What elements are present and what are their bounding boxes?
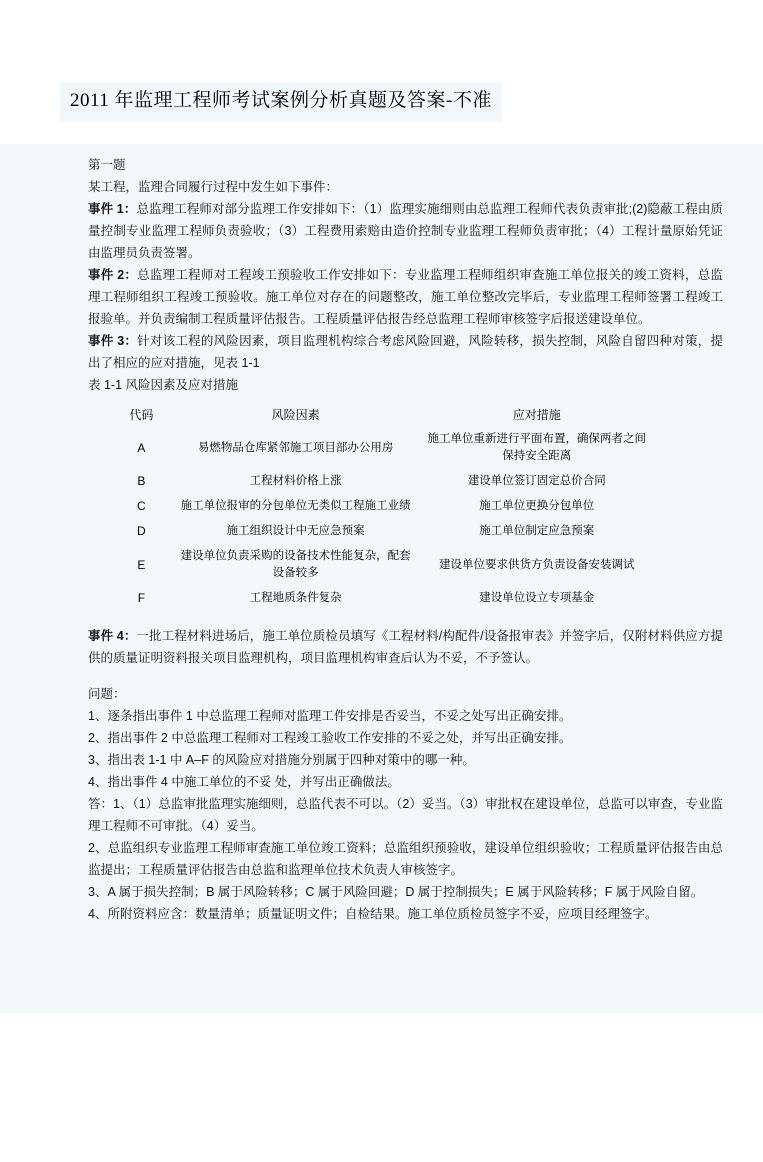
cell-factor: 建设单位负责采购的设备技术性能复杂，配套设备较多	[180, 550, 411, 579]
question-2: 2、指出事件 2 中总监理工程师对工程竣工验收工作安排的不妥之处，并写出正确安排。	[88, 731, 572, 745]
table-row	[110, 544, 655, 586]
event-3-label: 事件 3：	[88, 334, 138, 348]
table-row	[110, 427, 655, 469]
table-row	[110, 586, 655, 611]
intro-text: 某工程，监理合同履行过程中发生如下事件：	[88, 180, 339, 194]
event-1	[88, 198, 723, 264]
cell-code: D	[137, 524, 146, 538]
cell-code: F	[137, 591, 146, 605]
event-1-text: 总监理工程师对部分监理工作安排如下：（1）监理实施细则由总监理工程师代表负责审批;(2)隐蔽工程由质量控制专业监理工程师负责验收；（3）工程费用索赔由造价控制专业监理工程师负责审批；（4）工程计量原始凭证由监理员负责签署。	[88, 202, 723, 260]
table-row	[110, 469, 655, 494]
spacer	[88, 611, 723, 625]
bottom-spacer	[88, 925, 723, 995]
question-3: 3、指出表 1-1 中 A–F 的风险应对措施分别属于四种对策中的哪一种。	[88, 753, 475, 767]
cell-measure: 建设单位设立专项基金	[479, 592, 595, 604]
title-container	[0, 82, 763, 122]
table-row	[110, 494, 655, 519]
header-measure: 应对措施	[512, 408, 561, 422]
cell-code: A	[137, 440, 146, 455]
event-4	[88, 625, 723, 669]
questions-list	[88, 705, 723, 793]
cell-measure: 建设单位签订固定总价合同	[467, 475, 606, 487]
answer-4: 4、所附资料应含：数量清单；质量证明文件；自检结果。施工单位质检员签字不妥，应项目经理签字。	[88, 907, 658, 921]
event-2	[88, 264, 723, 330]
header-factor: 风险因素	[271, 408, 320, 422]
cell-code: B	[137, 474, 146, 488]
cell-factor: 易燃物品仓库紧邻施工项目部办公用房	[197, 441, 394, 454]
answer-3: 3、A 属于损失控制；B 属于风险转移；C 属于风险回避；D 属于控制损失；E 属于风险转移；F 属于风险自留。	[88, 885, 704, 899]
answers-list	[88, 793, 723, 925]
page-title: 2011 年监理工程师考试案例分析真题及答案-不准	[60, 82, 502, 122]
risk-table	[110, 402, 655, 611]
cell-factor: 工程地质条件复杂	[249, 592, 342, 604]
cell-measure: 建设单位要求供货方负责设备安装调试	[439, 558, 635, 571]
risk-table-head	[110, 402, 655, 427]
answer-2: 2、总监组织专业监理工程师审查施工单位竣工资料；总监组织预验收，建设单位组织验收；工程质量评估报告由总监提出；工程质量评估报告由总监和监理单位技术负责人审核签字。	[88, 841, 723, 877]
table-header-row	[110, 402, 655, 427]
cell-factor: 施工组织设计中无应急预案	[226, 525, 365, 537]
cell-code: E	[137, 557, 146, 572]
cell-factor: 施工单位报审的分包单位无类似工程施工业绩	[180, 500, 411, 512]
table-caption: 表 1-1 风险因素及应对措施	[88, 378, 239, 392]
risk-table-body	[110, 427, 655, 611]
question-4: 4、指出事件 4 中施工单位的不妥 处，并写出正确做法。	[88, 775, 400, 789]
cell-measure: 施工单位重新进行平面布置，确保两者之间保持安全距离	[427, 433, 646, 462]
document-page	[0, 82, 763, 1162]
cell-factor: 工程材料价格上涨	[249, 475, 342, 487]
event-4-text: 一批工程材料进场后，施工单位质检员填写《工程材料/构配件/设备报审表》并签字后，仅附材料供应方提供的质量证明资料报关项目监理机构，项目监理机构审查后认为不妥，不予签认。	[88, 629, 723, 665]
header-code: 代码	[129, 408, 154, 422]
event-2-text: 总监理工程师对工程竣工预验收工作安排如下：专业监理工程师组织审查施工单位报关的竣工资料，总监理工程师组织工程竣工预验收。施工单位对存在的问题整改，施工单位整改完毕后，专业监理工程师签署工程竣工报验单。并负责编制工程质量评估报告。工程质量评估报告经总监理工程师审核签字后报送建设单位。	[88, 268, 723, 326]
cell-code: C	[137, 499, 146, 513]
document-body	[0, 144, 763, 1013]
event-3-text: 针对该工程的风险因素，项目监理机构综合考虑风险回避，风险转移，损失控制，风险自留四种对策，提出了相应的应对措施，见表 1-1	[88, 334, 723, 370]
event-1-label: 事件 1：	[88, 202, 137, 216]
cell-measure: 施工单位更换分包单位	[479, 500, 595, 512]
section-label: 第一题	[88, 158, 126, 172]
event-4-label: 事件 4：	[88, 629, 137, 643]
table-row	[110, 519, 655, 544]
question-1: 1、逐条指出事件 1 中总监理工程师对监理工件安排是否妥当，不妥之处写出正确安排。	[88, 709, 572, 723]
event-3	[88, 330, 723, 374]
cell-measure: 施工单位制定应急预案	[479, 525, 595, 537]
questions-label: 问题：	[88, 687, 126, 701]
answer-1: 答：1、（1）总监审批监理实施细则，总监代表不可以。（2）妥当。（3）审批权在建设单位，总监可以审查，专业监理工程师不可审批。（4）妥当。	[88, 797, 723, 833]
spacer	[88, 669, 723, 683]
event-2-label: 事件 2：	[88, 268, 138, 282]
